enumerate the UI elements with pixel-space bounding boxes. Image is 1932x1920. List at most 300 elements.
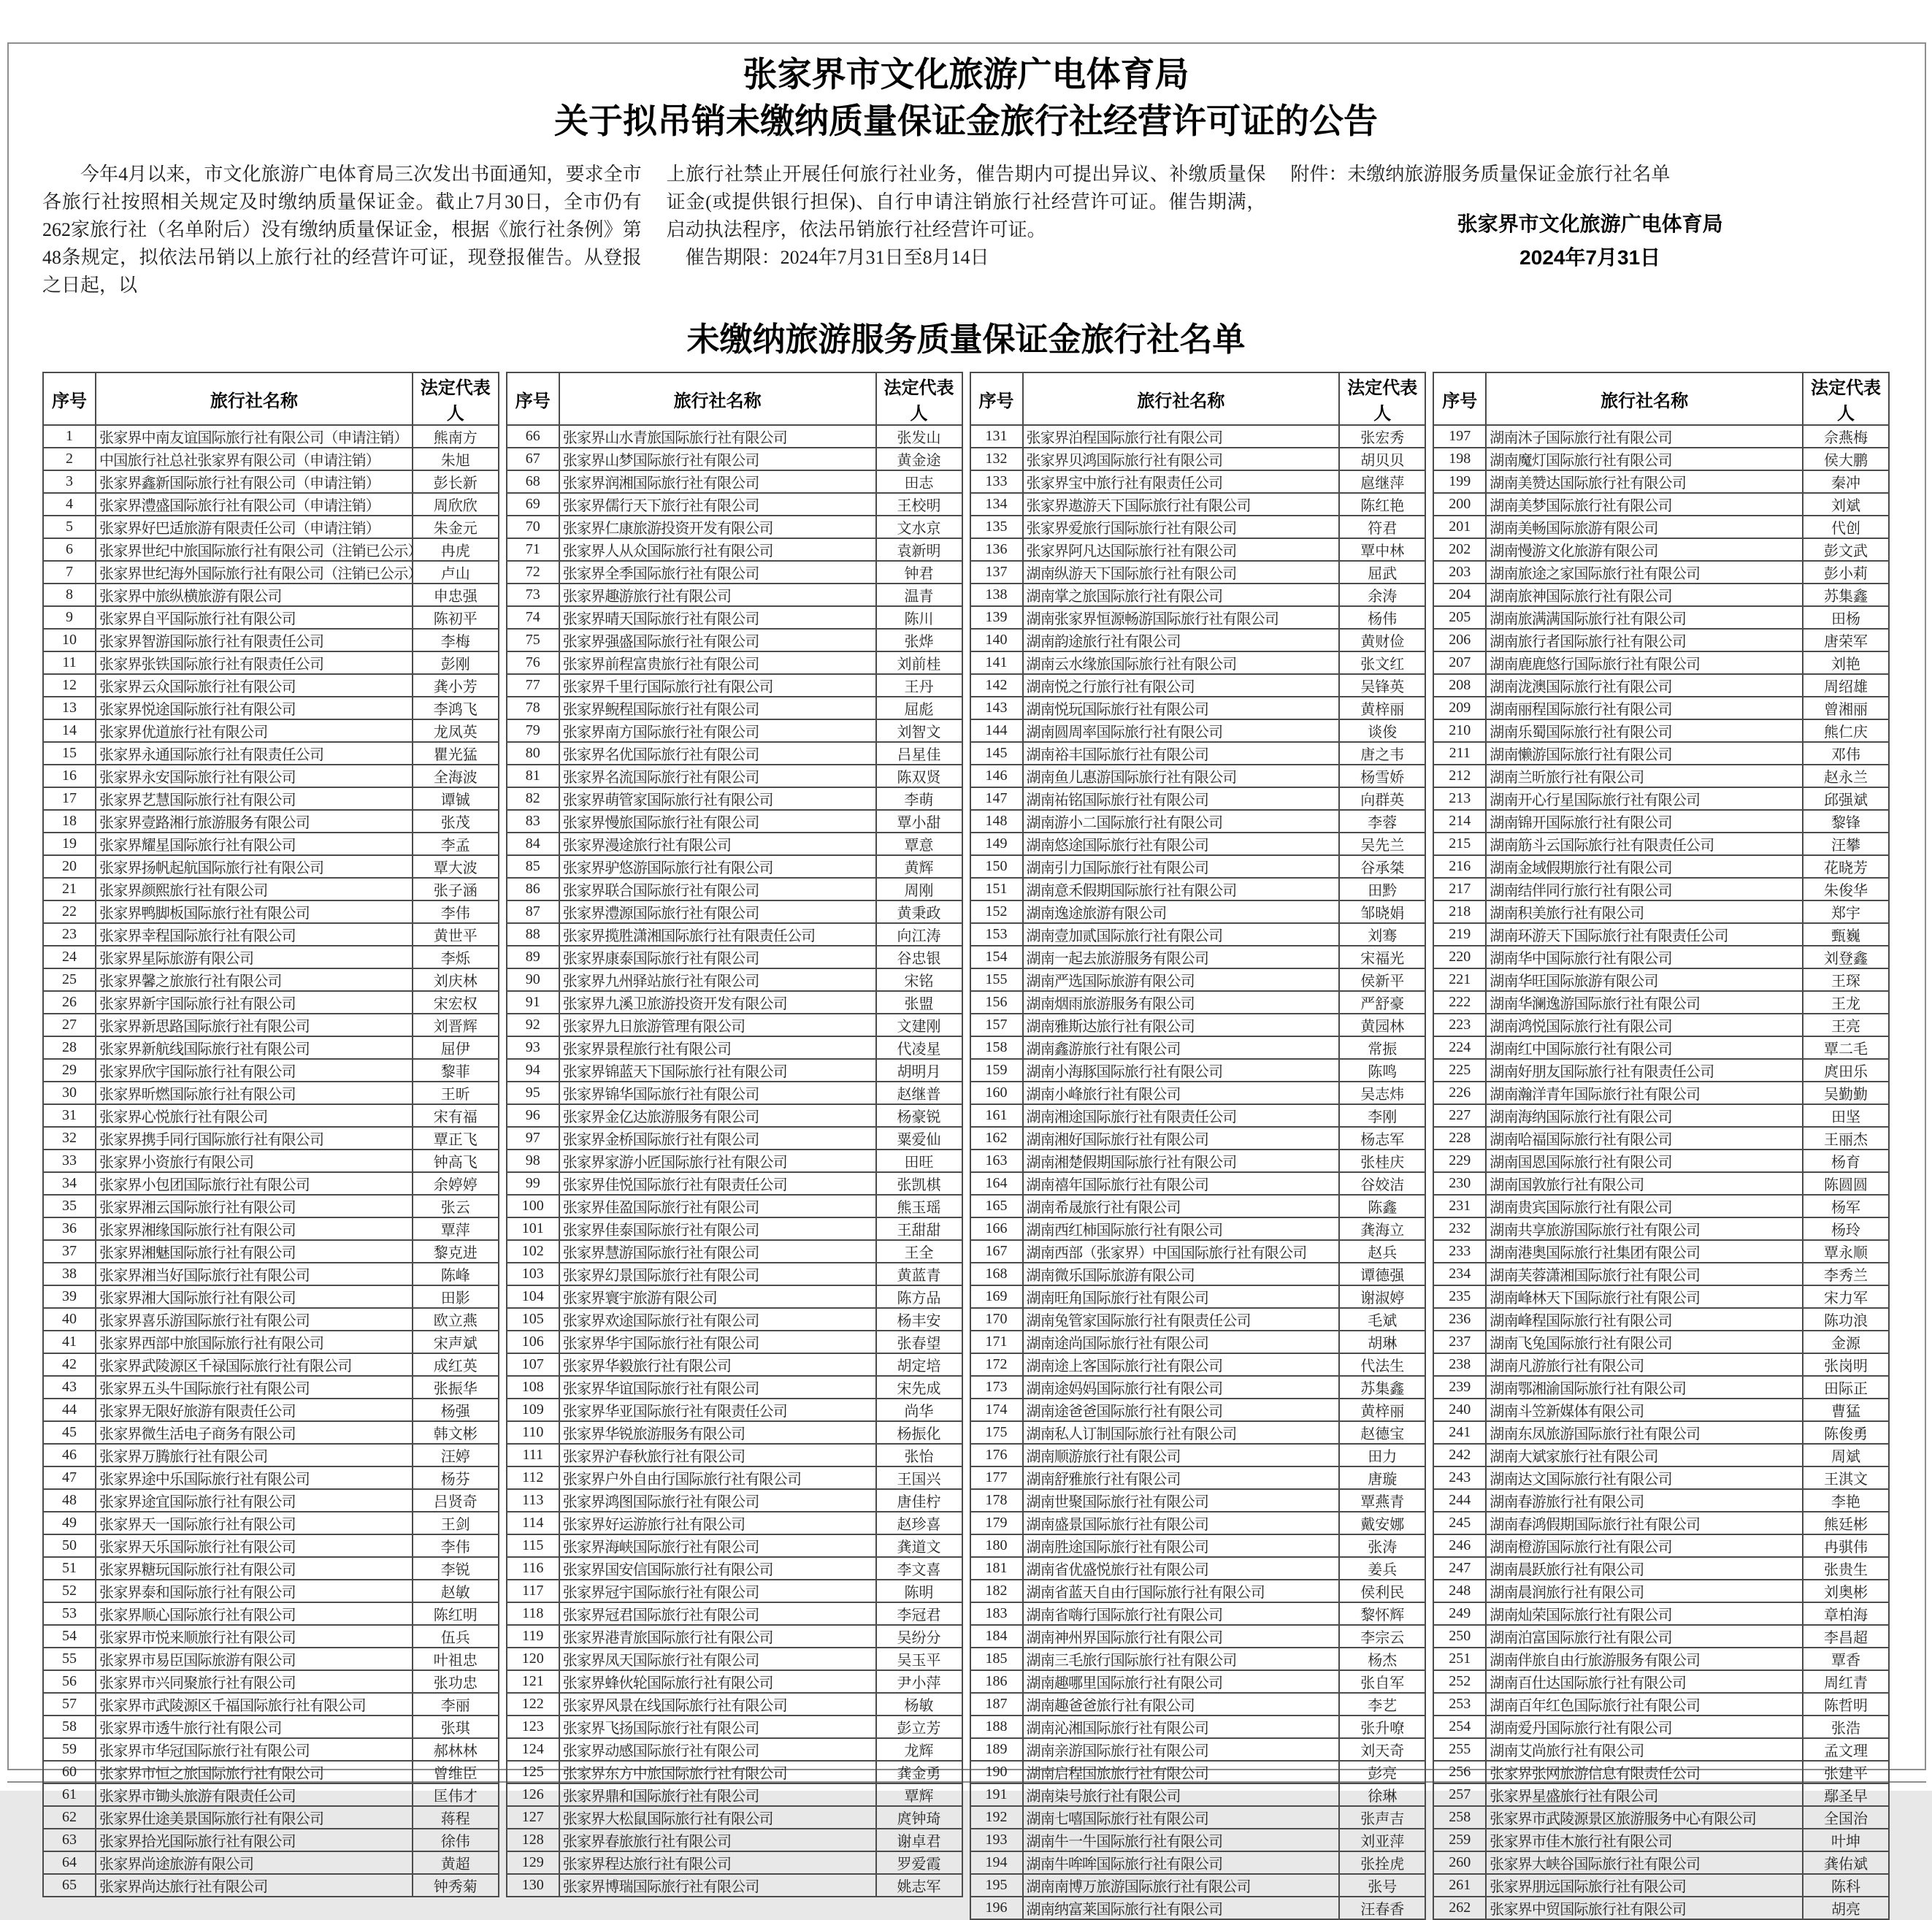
row-no: 181 xyxy=(970,1557,1023,1580)
table-row xyxy=(507,855,962,878)
row-no: 46 xyxy=(43,1444,96,1466)
table-row xyxy=(43,584,499,606)
row-no: 5 xyxy=(43,516,96,538)
table-row xyxy=(507,1263,962,1285)
agency-name: 张家界澧盛国际旅行社有限公司（申请注销） xyxy=(96,493,413,516)
legal-rep: 叶坤 xyxy=(1803,1829,1889,1851)
legal-rep: 李丽 xyxy=(413,1693,499,1716)
agency-name: 张家界联合国际旅行社有限公司 xyxy=(559,878,876,900)
row-no: 239 xyxy=(1433,1376,1486,1399)
row-no: 15 xyxy=(43,742,96,765)
row-no: 215 xyxy=(1433,833,1486,855)
agency-name: 张家界山梦国际旅行社有限公司 xyxy=(559,448,876,470)
row-no: 149 xyxy=(970,833,1023,855)
table-row xyxy=(43,1014,499,1036)
table-row xyxy=(43,1285,499,1308)
table-row xyxy=(970,1217,1426,1240)
table-row xyxy=(507,1806,962,1829)
row-no: 94 xyxy=(507,1059,559,1082)
table-row xyxy=(1433,516,1889,538)
row-no: 241 xyxy=(1433,1421,1486,1444)
legal-rep: 李伟 xyxy=(413,1534,499,1557)
table-row xyxy=(507,1489,962,1512)
column-header-rep: 法定代表人 xyxy=(876,372,962,425)
table-row xyxy=(970,1127,1426,1150)
agency-name: 湖南纵游天下国际旅行社有限公司 xyxy=(1023,561,1340,584)
agency-name: 湖南希晟旅行社有限公司 xyxy=(1023,1195,1340,1217)
agency-name: 湖南沐子国际旅行社有限公司 xyxy=(1486,425,1803,448)
legal-rep: 韩文彬 xyxy=(413,1421,499,1444)
agency-name: 湖南神州界国际旅行社有限公司 xyxy=(1023,1625,1340,1648)
row-no: 199 xyxy=(1433,470,1486,493)
agency-name: 张家界中南友谊国际旅行社有限公司（申请注销） xyxy=(96,425,413,448)
agency-name: 张家界拾光国际旅行社有限公司 xyxy=(96,1829,413,1851)
agency-name: 湖南哈福国际旅行社有限公司 xyxy=(1486,1127,1803,1150)
table-row xyxy=(1433,1059,1889,1082)
table-row xyxy=(970,1104,1426,1127)
agency-name: 张家界佳泰国际旅行社有限公司 xyxy=(559,1217,876,1240)
agency-name: 张家界宝中旅行社有限责任公司 xyxy=(1023,470,1340,493)
row-no: 260 xyxy=(1433,1851,1486,1874)
row-no: 202 xyxy=(1433,538,1486,561)
document-title-line1: 张家界市文化旅游广电体育局 xyxy=(743,55,1189,93)
agency-name: 湖南艾尚旅行社有限公司 xyxy=(1486,1738,1803,1761)
agency-name: 张家界泊程国际旅行社有限公司 xyxy=(1023,425,1340,448)
row-no: 167 xyxy=(970,1240,1023,1263)
legal-rep: 黄秉政 xyxy=(876,900,962,923)
legal-rep: 谭德强 xyxy=(1339,1263,1425,1285)
row-no: 159 xyxy=(970,1059,1023,1082)
legal-rep: 陈明 xyxy=(876,1580,962,1602)
agency-name: 张家界鑫新国际旅行社有限公司（申请注销） xyxy=(96,470,413,493)
legal-rep: 刘亚萍 xyxy=(1339,1829,1425,1851)
agency-name: 张家界武陵源区千禄国际旅行社有限公司 xyxy=(96,1353,413,1376)
row-no: 165 xyxy=(970,1195,1023,1217)
table-row xyxy=(43,425,499,448)
row-no: 161 xyxy=(970,1104,1023,1127)
agency-name: 张家界贝鸿国际旅行社有限公司 xyxy=(1023,448,1340,470)
row-no: 189 xyxy=(970,1738,1023,1761)
table-header-row xyxy=(43,372,499,425)
table-row xyxy=(970,448,1426,470)
agency-name: 张家界儒行天下旅行社有限公司 xyxy=(559,493,876,516)
row-no: 204 xyxy=(1433,584,1486,606)
legal-rep: 吴锋英 xyxy=(1339,674,1425,697)
row-no: 216 xyxy=(1433,855,1486,878)
agency-name: 张家界耀星国际旅行社有限公司 xyxy=(96,833,413,855)
legal-rep: 熊玉瑶 xyxy=(876,1195,962,1217)
legal-rep: 陈鑫 xyxy=(1339,1195,1425,1217)
table-row xyxy=(970,1761,1426,1783)
agency-name: 湖南金域假期旅行社有限公司 xyxy=(1486,855,1803,878)
row-no: 18 xyxy=(43,810,96,833)
table-row xyxy=(43,1059,499,1082)
table-row xyxy=(43,651,499,674)
row-no: 35 xyxy=(43,1195,96,1217)
legal-rep: 冉骐伟 xyxy=(1803,1534,1889,1557)
table-row xyxy=(507,448,962,470)
table-row xyxy=(1433,1897,1889,1919)
agency-name: 湖南南博万旅游国际旅行社有限公司 xyxy=(1023,1874,1340,1897)
legal-rep: 黎锋 xyxy=(1803,810,1889,833)
table-row xyxy=(970,674,1426,697)
row-no: 238 xyxy=(1433,1353,1486,1376)
table-row xyxy=(43,1489,499,1512)
legal-rep: 王龙 xyxy=(1803,991,1889,1014)
row-no: 23 xyxy=(43,923,96,946)
row-no: 203 xyxy=(1433,561,1486,584)
attachment-line: 附件：未缴纳旅游服务质量保证金旅行社名单 xyxy=(1290,164,1671,185)
agency-name: 张家界幻景国际旅行社有限公司 xyxy=(559,1263,876,1285)
legal-rep: 钟君 xyxy=(876,561,962,584)
agency-name: 张家界壹路湘行旅游服务有限公司 xyxy=(96,810,413,833)
legal-rep: 匡伟才 xyxy=(413,1783,499,1806)
agency-name: 湖南积美旅行社有限公司 xyxy=(1486,900,1803,923)
row-no: 119 xyxy=(507,1625,559,1648)
row-no: 49 xyxy=(43,1512,96,1534)
intro-column-left xyxy=(42,161,642,299)
table-row xyxy=(1433,1670,1889,1693)
table-row xyxy=(43,1829,499,1851)
agency-name: 张家界名流国际旅行社有限公司 xyxy=(559,765,876,787)
legal-rep: 谢卓君 xyxy=(876,1829,962,1851)
column-header-name: 旅行社名称 xyxy=(559,372,876,425)
row-no: 174 xyxy=(970,1399,1023,1421)
table-row xyxy=(970,1263,1426,1285)
legal-rep: 杨敏 xyxy=(876,1693,962,1716)
row-no: 71 xyxy=(507,538,559,561)
agency-name: 张家界鸿图国际旅行社有限公司 xyxy=(559,1489,876,1512)
table-row xyxy=(43,1331,499,1353)
agency-name: 中国旅行社总社张家界有限公司（申请注销） xyxy=(96,448,413,470)
table-row xyxy=(970,1738,1426,1761)
row-no: 89 xyxy=(507,946,559,968)
row-no: 80 xyxy=(507,742,559,765)
row-no: 142 xyxy=(970,674,1023,697)
agency-name: 张家界金亿达旅游服务有限公司 xyxy=(559,1104,876,1127)
table-row xyxy=(507,1285,962,1308)
row-no: 180 xyxy=(970,1534,1023,1557)
legal-rep: 田影 xyxy=(413,1285,499,1308)
legal-rep: 代创 xyxy=(1803,516,1889,538)
agency-name: 湖南韵途旅行社有限公司 xyxy=(1023,629,1340,651)
table-row xyxy=(507,1399,962,1421)
table-row xyxy=(507,1738,962,1761)
agency-name: 湖南美畅国际旅游有限公司 xyxy=(1486,516,1803,538)
row-no: 104 xyxy=(507,1285,559,1308)
legal-rep: 王全 xyxy=(876,1240,962,1263)
row-no: 98 xyxy=(507,1150,559,1172)
table-row xyxy=(970,765,1426,787)
table-row xyxy=(43,1172,499,1195)
table-row xyxy=(43,1557,499,1580)
row-no: 145 xyxy=(970,742,1023,765)
row-no: 45 xyxy=(43,1421,96,1444)
table-row xyxy=(507,1376,962,1399)
row-no: 178 xyxy=(970,1489,1023,1512)
agency-name: 湖南顺游旅行社有限公司 xyxy=(1023,1444,1340,1466)
row-no: 132 xyxy=(970,448,1023,470)
table-row xyxy=(43,629,499,651)
table-row xyxy=(43,1082,499,1104)
table-row xyxy=(1433,991,1889,1014)
row-no: 2 xyxy=(43,448,96,470)
legal-rep: 周刚 xyxy=(876,878,962,900)
agency-name: 张家界喜乐游国际旅行社有限公司 xyxy=(96,1308,413,1331)
legal-rep: 严舒豪 xyxy=(1339,991,1425,1014)
row-no: 143 xyxy=(970,697,1023,719)
table-row xyxy=(1433,1874,1889,1897)
table-row xyxy=(43,1738,499,1761)
table-row xyxy=(507,674,962,697)
table-row xyxy=(43,1217,499,1240)
legal-rep: 李冠君 xyxy=(876,1602,962,1625)
legal-rep: 彭小莉 xyxy=(1803,561,1889,584)
table-row xyxy=(43,765,499,787)
legal-rep: 苏集鑫 xyxy=(1339,1376,1425,1399)
legal-rep: 李鸿飞 xyxy=(413,697,499,719)
legal-rep: 李伟 xyxy=(413,900,499,923)
table-row xyxy=(1433,1534,1889,1557)
table-row xyxy=(43,1466,499,1489)
legal-rep: 张春望 xyxy=(876,1331,962,1353)
table-row xyxy=(507,1783,962,1806)
agency-name: 张家界萌管家国际旅行社有限公司 xyxy=(559,787,876,810)
legal-rep: 屈彪 xyxy=(876,697,962,719)
table-row xyxy=(970,1806,1426,1829)
table-row xyxy=(1433,923,1889,946)
agency-name: 湖南圆周率国际旅行社有限公司 xyxy=(1023,719,1340,742)
row-no: 6 xyxy=(43,538,96,561)
table-row xyxy=(43,1444,499,1466)
row-no: 129 xyxy=(507,1851,559,1874)
agency-name: 湖南途尚国际旅行社有限公司 xyxy=(1023,1331,1340,1353)
legal-rep: 吴勤勤 xyxy=(1803,1082,1889,1104)
legal-rep: 钟高飞 xyxy=(413,1150,499,1172)
table-row xyxy=(43,1512,499,1534)
agency-name: 湖南柒号旅行社有限公司 xyxy=(1023,1783,1340,1806)
agency-name: 湖南开心行星国际旅行社有限公司 xyxy=(1486,787,1803,810)
legal-rep: 花晓芳 xyxy=(1803,855,1889,878)
table-row xyxy=(507,1308,962,1331)
row-no: 65 xyxy=(43,1874,96,1897)
agency-name: 湖南牛哞哞国际旅行社有限公司 xyxy=(1023,1851,1340,1874)
row-no: 140 xyxy=(970,629,1023,651)
agency-name: 张家界湘缘国际旅行社有限公司 xyxy=(96,1217,413,1240)
agency-name: 湖南禧年国际旅行社有限公司 xyxy=(1023,1172,1340,1195)
agency-name: 湖南雅斯达旅行社有限公司 xyxy=(1023,1014,1340,1036)
row-no: 42 xyxy=(43,1353,96,1376)
legal-rep: 罗爱霞 xyxy=(876,1851,962,1874)
row-no: 240 xyxy=(1433,1399,1486,1421)
row-no: 218 xyxy=(1433,900,1486,923)
row-no: 157 xyxy=(970,1014,1023,1036)
legal-rep: 彭亮 xyxy=(1339,1761,1425,1783)
column-header-rep: 法定代表人 xyxy=(413,372,499,425)
agency-name: 湖南一起去旅游服务有限公司 xyxy=(1023,946,1340,968)
agency-name: 湖南悦玩国际旅行社有限公司 xyxy=(1023,697,1340,719)
table-row xyxy=(970,1625,1426,1648)
legal-rep: 覃正飞 xyxy=(413,1127,499,1150)
table-row xyxy=(43,1625,499,1648)
table-row xyxy=(43,1534,499,1557)
column-header-no: 序号 xyxy=(970,372,1023,425)
row-no: 121 xyxy=(507,1670,559,1693)
row-no: 101 xyxy=(507,1217,559,1240)
row-no: 250 xyxy=(1433,1625,1486,1648)
agency-name: 湖南纳富莱国际旅行社有限公司 xyxy=(1023,1897,1340,1919)
legal-rep: 张琪 xyxy=(413,1716,499,1738)
legal-rep: 胡琳 xyxy=(1339,1331,1425,1353)
legal-rep: 黎怀辉 xyxy=(1339,1602,1425,1625)
legal-rep: 黄梓丽 xyxy=(1339,697,1425,719)
legal-rep: 袁新明 xyxy=(876,538,962,561)
table-row xyxy=(1433,900,1889,923)
agency-name: 湖南瀚洋青年国际旅行社有限公司 xyxy=(1486,1082,1803,1104)
agency-name: 湖南锦开国际旅行社有限公司 xyxy=(1486,810,1803,833)
table-row xyxy=(507,1602,962,1625)
row-no: 262 xyxy=(1433,1897,1486,1919)
agency-name: 张家界湘云国际旅行社有限公司 xyxy=(96,1195,413,1217)
legal-rep: 张升嘹 xyxy=(1339,1716,1425,1738)
agency-name: 张家界云众国际旅行社有限公司 xyxy=(96,674,413,697)
legal-rep: 张文红 xyxy=(1339,651,1425,674)
agency-name: 湖南趣爸爸旅行社有限公司 xyxy=(1023,1693,1340,1716)
table-row xyxy=(507,787,962,810)
agency-name: 湖南鸿悦国际旅行社有限公司 xyxy=(1486,1014,1803,1036)
legal-rep: 刘智文 xyxy=(876,719,962,742)
row-no: 192 xyxy=(970,1806,1023,1829)
table-row xyxy=(43,1580,499,1602)
table-row xyxy=(507,493,962,516)
legal-rep: 侯大鹏 xyxy=(1803,448,1889,470)
row-no: 116 xyxy=(507,1557,559,1580)
legal-rep: 代凌星 xyxy=(876,1036,962,1059)
agency-name: 湖南七嘻国际旅行社有限公司 xyxy=(1023,1806,1340,1829)
agency-name: 张家界市恒之旅国际旅行社有限公司 xyxy=(96,1761,413,1783)
table-row xyxy=(1433,1444,1889,1466)
table-row xyxy=(1433,946,1889,968)
legal-rep: 覃意 xyxy=(876,833,962,855)
row-no: 127 xyxy=(507,1806,559,1829)
table-row xyxy=(970,1150,1426,1172)
table-row xyxy=(507,1059,962,1082)
agency-name: 张家界馨之旅旅行社有限公司 xyxy=(96,968,413,991)
table-row xyxy=(970,1285,1426,1308)
legal-rep: 张桂庆 xyxy=(1339,1150,1425,1172)
agency-name: 湖南旺角国际旅行社有限公司 xyxy=(1023,1285,1340,1308)
table-row xyxy=(507,1829,962,1851)
agency-name: 张家界大峡谷国际旅行社有限公司 xyxy=(1486,1851,1803,1874)
agency-name: 张家界好巴适旅游有限责任公司（申请注销） xyxy=(96,516,413,538)
legal-rep: 孟文理 xyxy=(1803,1738,1889,1761)
agency-name: 湖南美梦国际旅行社有限公司 xyxy=(1486,493,1803,516)
agency-name: 湖南好朋友国际旅行社有限责任公司 xyxy=(1486,1059,1803,1082)
row-no: 99 xyxy=(507,1172,559,1195)
row-no: 72 xyxy=(507,561,559,584)
agency-name: 张家界小资旅行有限公司 xyxy=(96,1150,413,1172)
agency-name: 湖南红中国际旅行社有限公司 xyxy=(1486,1036,1803,1059)
row-no: 188 xyxy=(970,1716,1023,1738)
column-header-rep: 法定代表人 xyxy=(1803,372,1889,425)
row-no: 22 xyxy=(43,900,96,923)
legal-rep: 佘燕梅 xyxy=(1803,425,1889,448)
agency-name: 湖南旅途之家国际旅行社有限公司 xyxy=(1486,561,1803,584)
agency-name: 张家界微生活电子商务有限公司 xyxy=(96,1421,413,1444)
row-no: 85 xyxy=(507,855,559,878)
agency-name: 湖南引力国际旅行社有限公司 xyxy=(1023,855,1340,878)
table-row xyxy=(43,538,499,561)
row-no: 226 xyxy=(1433,1082,1486,1104)
table-row xyxy=(1433,1738,1889,1761)
row-no: 7 xyxy=(43,561,96,584)
agency-name: 张家界扬帆起航国际旅行社有限公司 xyxy=(96,855,413,878)
table-row xyxy=(43,516,499,538)
agency-name: 张家界程达旅行社有限公司 xyxy=(559,1851,876,1874)
table-row xyxy=(507,900,962,923)
legal-rep: 张宏秀 xyxy=(1339,425,1425,448)
agency-name: 张家界糖玩国际旅行社有限公司 xyxy=(96,1557,413,1580)
legal-rep: 曾湘丽 xyxy=(1803,697,1889,719)
legal-rep: 陈方品 xyxy=(876,1285,962,1308)
agency-name: 张家界鸭脚板国际旅行社有限公司 xyxy=(96,900,413,923)
table-row xyxy=(43,1127,499,1150)
legal-rep: 杨振化 xyxy=(876,1421,962,1444)
legal-rep: 唐之韦 xyxy=(1339,742,1425,765)
legal-rep: 王国兴 xyxy=(876,1466,962,1489)
agency-name: 张家界市武陵源区千福国际旅行社有限公司 xyxy=(96,1693,413,1716)
agency-name: 湖南鱼儿惠游国际旅行社有限公司 xyxy=(1023,765,1340,787)
row-no: 169 xyxy=(970,1285,1023,1308)
row-no: 137 xyxy=(970,561,1023,584)
table-row xyxy=(43,1716,499,1738)
table-row xyxy=(507,1014,962,1036)
legal-rep: 龚金勇 xyxy=(876,1761,962,1783)
table-row xyxy=(507,1353,962,1376)
row-no: 252 xyxy=(1433,1670,1486,1693)
legal-rep: 张岗明 xyxy=(1803,1353,1889,1376)
legal-rep: 张发山 xyxy=(876,425,962,448)
agency-name: 湖南沁湘国际旅行社有限公司 xyxy=(1023,1716,1340,1738)
intro-column-middle xyxy=(667,161,1266,299)
table-row xyxy=(1433,1421,1889,1444)
row-no: 117 xyxy=(507,1580,559,1602)
row-no: 107 xyxy=(507,1353,559,1376)
row-no: 19 xyxy=(43,833,96,855)
row-no: 50 xyxy=(43,1534,96,1557)
legal-rep: 杨志军 xyxy=(1339,1127,1425,1150)
agency-name: 湖南兰昕旅行社有限公司 xyxy=(1486,765,1803,787)
table-row xyxy=(970,1466,1426,1489)
row-no: 214 xyxy=(1433,810,1486,833)
row-no: 230 xyxy=(1433,1172,1486,1195)
row-no: 31 xyxy=(43,1104,96,1127)
row-no: 217 xyxy=(1433,878,1486,900)
row-no: 110 xyxy=(507,1421,559,1444)
agency-name: 张家界爱旅行国际旅行社有限公司 xyxy=(1023,516,1340,538)
row-no: 58 xyxy=(43,1716,96,1738)
table-row xyxy=(970,900,1426,923)
legal-rep: 宋宏权 xyxy=(413,991,499,1014)
row-no: 4 xyxy=(43,493,96,516)
table-row xyxy=(1433,470,1889,493)
legal-rep: 张号 xyxy=(1339,1874,1425,1897)
agency-name: 张家界动感国际旅行社有限公司 xyxy=(559,1738,876,1761)
legal-rep: 谭铖 xyxy=(413,787,499,810)
row-no: 231 xyxy=(1433,1195,1486,1217)
row-no: 156 xyxy=(970,991,1023,1014)
row-no: 187 xyxy=(970,1693,1023,1716)
